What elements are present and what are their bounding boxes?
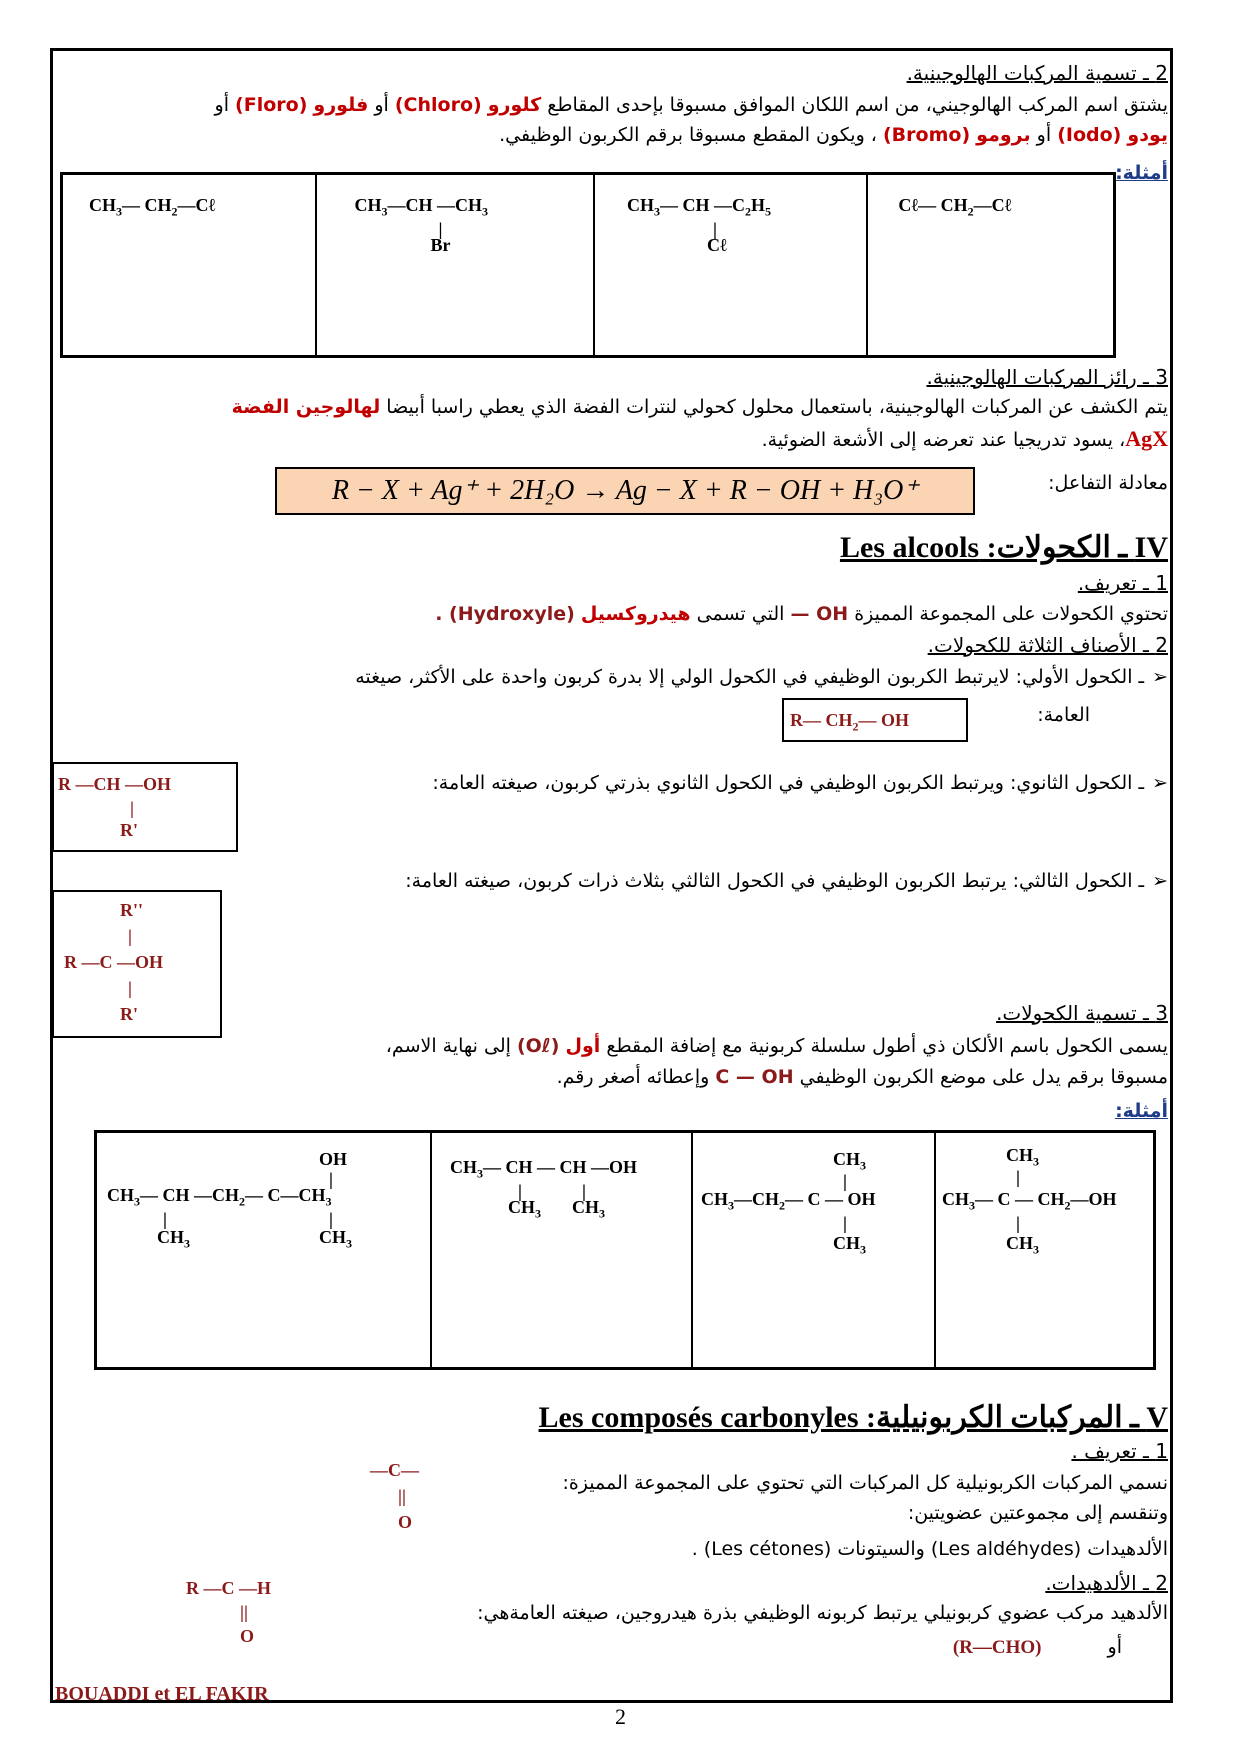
v-aldehyde-def: الألدهيد مركب عضوي كربونيلي يرتبط كربونه الوظيفي بذرة هيدروجين، صيغته العامةهي:	[477, 1602, 1168, 1624]
reaction-equation: R − X + Ag⁺ + 2H₂O → Ag − X + R − OH + H₃O⁺	[275, 467, 975, 515]
primary-formula-box: R— $CH_2—$ OH	[782, 698, 968, 742]
examples-label-2: أمثلة:	[1115, 1100, 1168, 1122]
v-definition: نسمي المركبات الكربونيلية كل المركبات التي تحتوي على المجموعة المميزة:	[562, 1472, 1168, 1494]
s2-paragraph-2: يودو (Iodo) أو برومو (Bromo) ، ويكون المقطع مسبوقا برقم الكربون الوظيفي.	[499, 124, 1168, 146]
alcohol-ex-4: $CH_3$ | $CH_3—$ C — $CH_2—OH$ | $CH_3$	[934, 1133, 1153, 1367]
iv-definition: تحتوي الكحولات على المجموعة المميزة OH — التي تسمى هيدروكسيل (Hydroxyle) .	[435, 603, 1168, 625]
s2-paragraph-1: يشتق اسم المركب الهالوجيني، من اسم اللكان الموافق مسبوقا بإحدى المقاطع كلورو (Chloro) أو فلورو (Floro) أو	[214, 94, 1168, 116]
halogen-examples-table	[60, 172, 1116, 358]
halogen-ex-4: Cℓ— $CH_2—C\ell$	[866, 175, 1113, 355]
alcohol-ex-2: $CH_3—$ CH — CH —OH | | $CH_3$ $CH_3$	[430, 1133, 691, 1367]
v-division: وتنقسم إلى مجموعتين عضويتين:	[907, 1502, 1168, 1524]
s3-title: 3 ـ رائز المركبات الهالوجينية.	[926, 365, 1168, 389]
s3-paragraph-2: AgX، يسود تدريجيا عند تعرضه إلى الأشعة الضوئية.	[761, 426, 1168, 451]
halogen-ex-1: $CH_3—$ $CH_2—C\ell$	[89, 195, 216, 219]
v-1-title: 1 ـ تعريف .	[1071, 1439, 1168, 1463]
naming-line-2: مسبوقا برقم يدل على موضع الكربون الوظيفي C — OH وإعطائه أصغر رقم.	[556, 1066, 1168, 1088]
v-2-title: 2 ـ الألدهيدات.	[1045, 1571, 1168, 1595]
alcohol-examples-table	[94, 1130, 1156, 1370]
section-iv-heading: IV ـ الكحولات: Les alcools	[839, 531, 1168, 564]
aldehyde-or: أو (R—CHO)	[952, 1636, 1122, 1658]
halogen-ex-2: $CH_3—CH$ $—CH_3$ | Br	[315, 175, 593, 355]
alcohol-ex-1: OH | $CH_3—$ CH $—CH_2—$ $C—CH_3$ | | $CH_3$ $CH_3$	[107, 1149, 352, 1251]
s3-eq-label: معادلة التفاعل:	[1048, 472, 1168, 494]
primary-alcohol-general: العامة:	[1037, 704, 1090, 726]
secondary-alcohol: ➢ـ الكحول الثانوي: ويرتبط الكربون الوظيفي في الكحول الثانوي بذرتي كربون، صيغته العامة:	[432, 772, 1168, 794]
iv-1-title: 1 ـ تعريف.	[1077, 571, 1168, 595]
page-number: 2	[615, 1704, 626, 1729]
secondary-formula-box: R —CH —OH | R'	[52, 762, 238, 852]
footer-authors: BOUADDI et EL FAKIR	[55, 1683, 269, 1705]
s2-title: 2 ـ تسمية المركبات الهالوجينية.	[906, 61, 1168, 85]
tertiary-alcohol: ➢ـ الكحول الثالثي: يرتبط الكربون الوظيفي في الكحول الثالثي بثلاث ذرات كربون، صيغته العامة:	[405, 870, 1168, 892]
naming-line-1: يسمى الكحول باسم الألكان ذي أطول سلسلة كربونية مع إضافة المقطع أول (Oℓ) إلى نهاية الاسم،	[385, 1035, 1168, 1057]
v-types: الألدهيدات (Les aldéhydes) والسيتونات (Les cétones) .	[691, 1538, 1168, 1560]
halogen-ex-3: $CH_3—$ CH $—C_2H_5$ | Cℓ	[593, 175, 866, 355]
primary-alcohol: ➢ـ الكحول الأولي: لايرتبط الكربون الوظيفي في الكحول الولي إلا بدرة كربون واحدة على الأكثر، صيغته	[355, 666, 1168, 688]
s3-paragraph-1: يتم الكشف عن المركبات الهالوجينية، باستعمال محلول كحولي لنترات الفضة الذي يعطي راسبا أبيضا لهالوجين الفضة	[231, 396, 1168, 418]
section-v-heading: V ـ المركبات الكربونيلية: Les composés carbonyles	[538, 1401, 1168, 1434]
iv-3-title: 3 ـ تسمية الكحولات.	[996, 1001, 1168, 1025]
tertiary-formula-box: R'' | R —C —OH | R'	[52, 890, 222, 1038]
aldehyde-formula: R —C —H	[186, 1578, 271, 1598]
alcohol-ex-3: $CH_3$ | $CH_3—CH_2—$ C — OH | $CH_3$	[691, 1133, 934, 1367]
carbonyl-group: —C—	[370, 1460, 419, 1480]
examples-label: أمثلة:	[1115, 162, 1168, 184]
iv-2-title: 2 ـ الأصناف الثلاثة للكحولات.	[927, 633, 1168, 657]
